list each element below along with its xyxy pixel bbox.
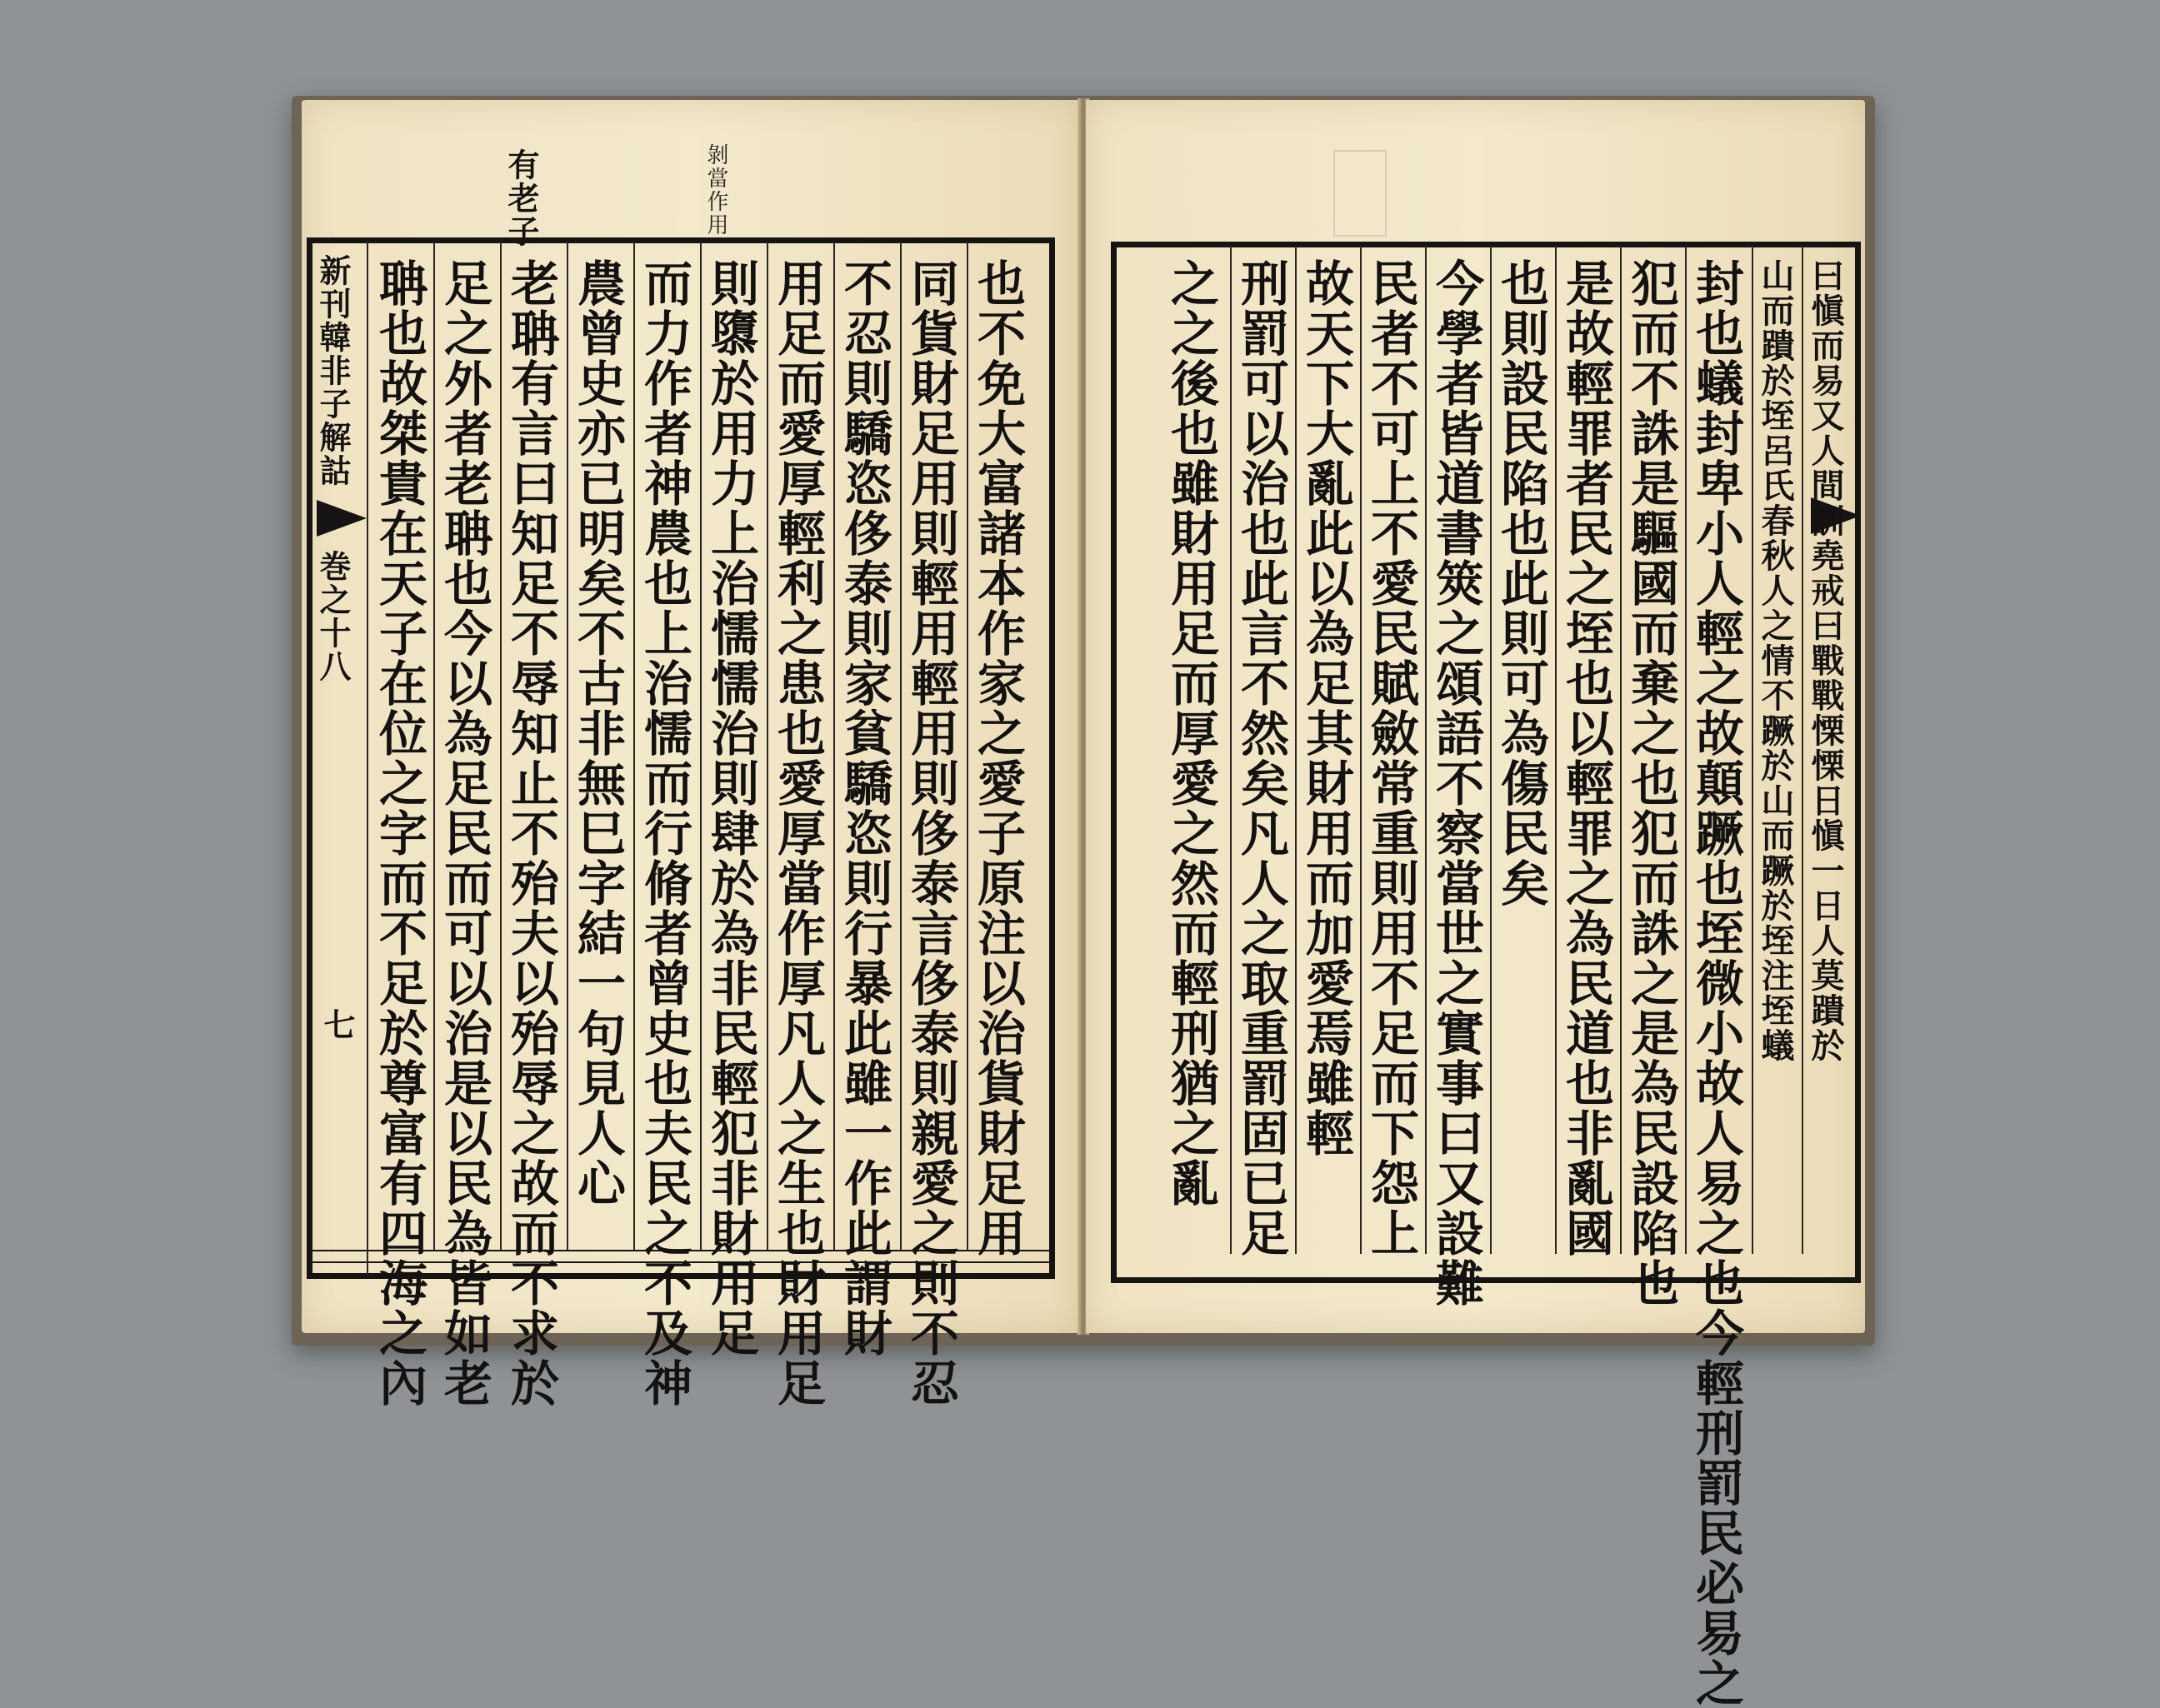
left-column-2: 同貨財足用則輕用輕用則侈泰言侈泰則親愛之則不忍 xyxy=(902,258,959,1408)
right-column-8: 民者不可上不愛民賦斂常重則用不足而下怨上 xyxy=(1362,258,1419,1258)
left-column-5: 則隳於用力上治懦懦治則肆於為非民輕犯非財用足 xyxy=(702,258,759,1358)
left-column-7: 農曾史亦已明矣不古非無巳字結一句見人心 xyxy=(569,258,626,1208)
top-note-2: 剝當作用 xyxy=(703,143,728,237)
left-column-1: 也不免大富諸本作家之愛子原注以治貨財足用 xyxy=(969,258,1026,1258)
right-page-frame xyxy=(1111,242,1861,1708)
volume-label: 巻之十八 xyxy=(314,550,352,683)
top-note-1: 有老子 xyxy=(502,148,540,248)
fish-tail-mark xyxy=(317,500,367,537)
right-column-1: 曰愼而易又人間訓堯戒曰戰戰慄慄日愼一日人莫蹪於 xyxy=(1806,258,1845,1063)
left-column-3: 不忍則驕恣侈泰則家貧驕恣則行暴此雖一作此謂財 xyxy=(836,258,892,1358)
right-column-7: 今學者皆道書筴之頌語不察當世之實事曰又設難 xyxy=(1428,258,1484,1308)
left-column-8: 老聃有言曰知足不辱知止不殆夫以殆辱之故而不求於 xyxy=(502,258,559,1408)
right-column-6: 也則設民陷也此則可為傷民矣 xyxy=(1492,258,1549,908)
right-column-11: 之之後也雖財用足而厚愛之然而輕刑猶之亂 xyxy=(1162,258,1219,1208)
faded-stamp xyxy=(1333,150,1387,237)
right-column-4: 犯而不誅是驅國而棄之也犯而誅之是為民設陷也 xyxy=(1622,258,1679,1308)
right-column-2: 山而蹪於垤呂氏春秋人之情不蹶於山而蹶於垤注垤蟻 xyxy=(1756,258,1795,1063)
left-column-6: 而力作者神農也上治懦而行脩者曾史也夫民之不及神 xyxy=(636,258,692,1408)
right-column-10: 刑罰可以治也此言不然矣凡人之取重罰固已足 xyxy=(1232,258,1289,1258)
left-column-9: 足之外者老聃也今以為足民而可以治是以民為皆如老 xyxy=(436,258,492,1408)
page-number: 七 xyxy=(318,1008,356,1041)
right-column-9: 故天下大亂此以為足其財用而加愛焉雖輕 xyxy=(1298,258,1354,1158)
right-column-3: 封也蟻封卑小人輕之故顛蹶也垤微小故人易之也今輕刑罰民必易之 xyxy=(1688,258,1744,1708)
book-title: 新刊韓非子解詁 xyxy=(314,254,352,487)
left-column-10: 聃也故桀貴在天子在位之字而不足於尊富有四海之內 xyxy=(371,258,428,1408)
right-column-5: 是故輕罪者民之垤也以輕罪之為民道也非亂國 xyxy=(1558,258,1614,1258)
left-column-4: 用足而愛厚輕利之患也愛厚當作厚凡人之生也財用足 xyxy=(769,258,826,1408)
